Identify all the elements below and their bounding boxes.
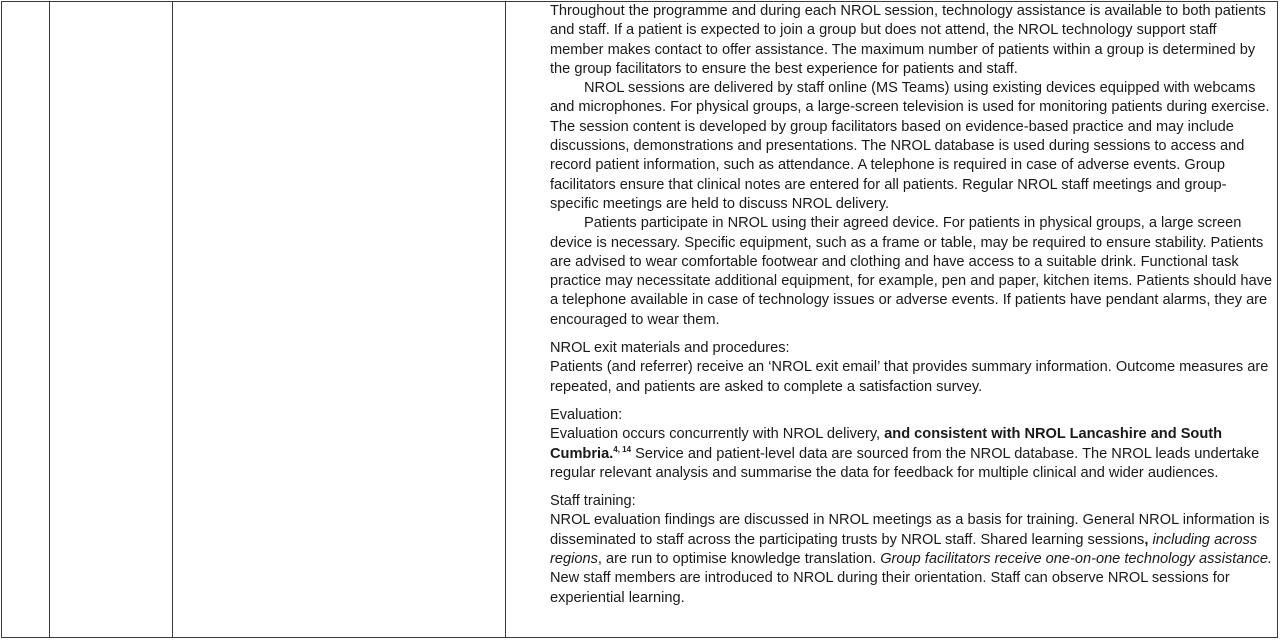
evaluation-lead: Evaluation occurs concurrently with NROL delivery,	[550, 426, 885, 443]
training-part-2: , are run to optimise knowledge translation.	[597, 551, 881, 568]
paragraph-patient-participation: Patients participate in NROL using their agreed device. For patients in physical groups, a large screen device is necessary. Specific equipment, such as a frame or table, may be required to ensure stability. Patients are advised to wear comfortable footwear and clothing and have access to a suitable drink. Functional task practice may necessitate additional equipment, for example, pen and paper, kitchen items. Patients should have a telephone available in case of technology issues or adverse events. If patients have pendant alarms, they are encouraged to wear them.	[550, 215, 1273, 328]
training-body	[550, 511, 1272, 607]
training-italic-2: Group facilitators receive one-on-one technology assistance.	[880, 551, 1273, 568]
evaluation-bold: and consistent with NROL Lancashire and South Cumbria.	[550, 426, 1223, 462]
training-italic-1: including across regions	[550, 531, 1258, 568]
column-divider	[505, 2, 506, 637]
exit-heading: NROL exit materials and procedures:	[550, 340, 790, 357]
evaluation-heading: Evaluation:	[550, 406, 623, 423]
training-part-3: New staff members are introduced to NROL during their orientation. Staff can observe NROL sessions for experiential learning.	[550, 570, 1230, 606]
exit-body: Patients (and referrer) receive an ‘NROL exit email’ that provides summary information. Outcome measures are repeated, and patients are asked to complete a satisfaction survey.	[550, 359, 1269, 395]
column-divider	[49, 2, 50, 637]
training-part-1: NROL evaluation findings are discussed in NROL meetings as a basis for training. General NROL information is disseminated to staff across the participating trusts by NROL staff. Shared learning sessions	[550, 512, 1270, 548]
table-cell-content	[550, 2, 1272, 608]
citation-superscript: 4, 14	[613, 444, 632, 454]
paragraph-session-delivery: NROL sessions are delivered by staff online (MS Teams) using existing devices equipped with webcams and microphones. For physical groups, a large-screen television is used for monitoring patients during exercise. The session content is developed by group facilitators based on evidence-based practice and may include discussions, demonstrations and presentations. The NROL database is used during sessions to access and record patient information, such as attendance. A telephone is required in case of adverse events. Group facilitators ensure that clinical notes are entered for all patients. Regular NROL staff meetings and group-specific meetings are held to discuss NROL delivery.	[550, 80, 1270, 212]
column-divider	[172, 2, 173, 637]
evaluation-rest: Service and patient-level data are sourced from the NROL database. The NROL leads undertake regular relevant analysis and summarise the data for feedback for multiple clinical and wider audiences.	[550, 445, 1260, 481]
evaluation-body	[550, 425, 1272, 483]
paragraph-technology-assistance: Throughout the programme and during each NROL session, technology assistance is available to both patients and staff. If a patient is expected to join a group but does not attend, the NROL technology support staff member makes contact to offer assistance. The maximum number of patients within a group is determined by the group facilitators to ensure the best experience for patients and staff.	[550, 3, 1266, 77]
training-heading: Staff training:	[550, 493, 636, 510]
training-bold-comma: ,	[1144, 531, 1149, 548]
